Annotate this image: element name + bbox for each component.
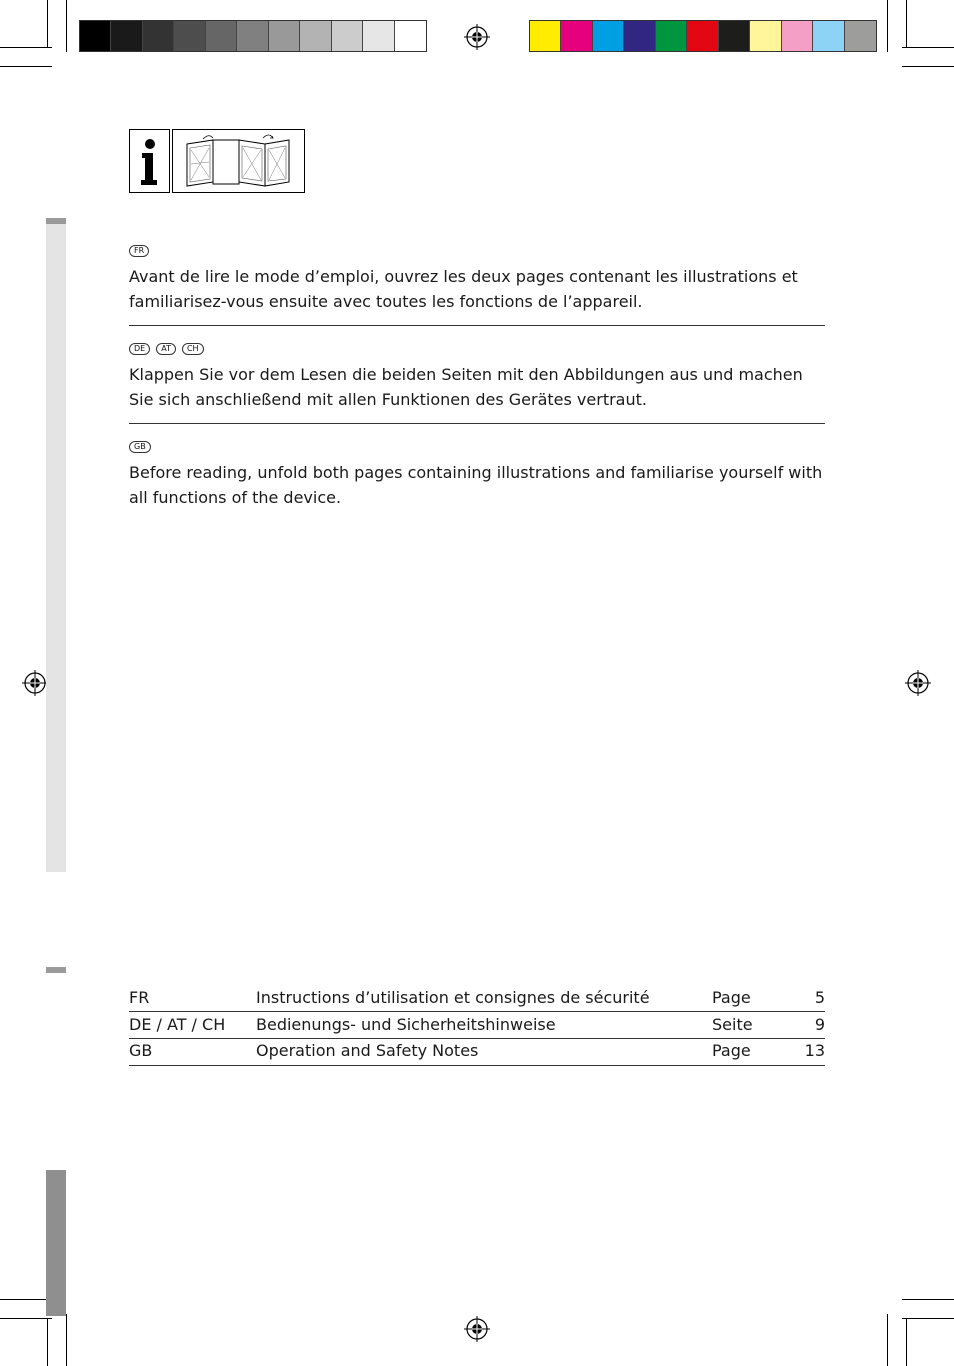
toc-page-number: 5 [814, 988, 825, 1007]
side-strip [46, 224, 66, 872]
language-badge: CH [182, 343, 204, 355]
color-swatch [269, 21, 300, 51]
toc-page-number: 9 [814, 1015, 825, 1034]
color-swatch [143, 21, 174, 51]
toc-title: Operation and Safety Notes [256, 1041, 479, 1060]
color-swatch [593, 21, 624, 51]
side-tab-block [46, 1170, 66, 1316]
color-swatch [845, 21, 876, 51]
color-swatch [782, 21, 813, 51]
color-swatch [395, 21, 426, 51]
toc-language-code: FR [129, 988, 150, 1007]
toc-page-number: 13 [804, 1041, 825, 1060]
registration-mark-icon [464, 24, 490, 50]
toc-title: Instructions d’utilisation et consignes de sécurité [256, 988, 650, 1007]
color-swatch [174, 21, 205, 51]
divider [129, 423, 825, 424]
grayscale-color-bar [79, 20, 427, 52]
registration-mark-icon [464, 1316, 490, 1342]
language-badges-fr [129, 245, 149, 257]
language-badges-de [129, 343, 204, 355]
color-swatch [111, 21, 142, 51]
toc-row[interactable] [129, 1012, 825, 1038]
color-swatch [206, 21, 237, 51]
instruction-text-de: Klappen Sie vor dem Lesen die beiden Seiten mit den Abbildungen aus und machen Sie sich anschließend mit allen Funktionen des Gerätes vertraut. [129, 365, 803, 409]
color-swatch [237, 21, 268, 51]
color-swatch [530, 21, 561, 51]
toc-row[interactable] [129, 1038, 825, 1064]
language-badges-gb [129, 441, 151, 453]
divider [129, 325, 825, 326]
color-swatch [561, 21, 592, 51]
color-swatch [687, 21, 718, 51]
language-badge: DE [129, 343, 150, 355]
registration-mark-icon [22, 670, 48, 696]
side-tab-marker [46, 967, 66, 973]
toc-row[interactable] [129, 985, 825, 1011]
color-swatch [813, 21, 844, 51]
color-swatch [363, 21, 394, 51]
color-swatch [300, 21, 331, 51]
color-swatch [624, 21, 655, 51]
instruction-text-fr: Avant de lire le mode d’emploi, ouvrez les deux pages contenant les illustrations et familiarisez-vous ensuite avec toutes les fonctions de l’appareil. [129, 267, 798, 311]
color-swatch [80, 21, 111, 51]
color-swatch [656, 21, 687, 51]
language-badge: AT [156, 343, 176, 355]
language-badge: GB [129, 441, 151, 453]
toc-language-code: DE / AT / CH [129, 1015, 226, 1034]
toc-page-label: Page [712, 1041, 751, 1060]
color-swatch [332, 21, 363, 51]
toc-page-label: Seite [712, 1015, 753, 1034]
instruction-text-gb: Before reading, unfold both pages containing illustrations and familiarise yourself with all functions of the device. [129, 463, 823, 507]
toc-page-label: Page [712, 988, 751, 1007]
toc-language-code: GB [129, 1041, 153, 1060]
language-badge: FR [129, 245, 149, 257]
registration-mark-icon [905, 670, 931, 696]
color-swatch [750, 21, 781, 51]
toc-divider [129, 1065, 825, 1066]
info-icon [129, 129, 170, 193]
foldout-pages-icon [172, 129, 305, 193]
toc-title: Bedienungs- und Sicherheitshinweise [256, 1015, 556, 1034]
process-color-bar [529, 20, 877, 52]
color-swatch [719, 21, 750, 51]
